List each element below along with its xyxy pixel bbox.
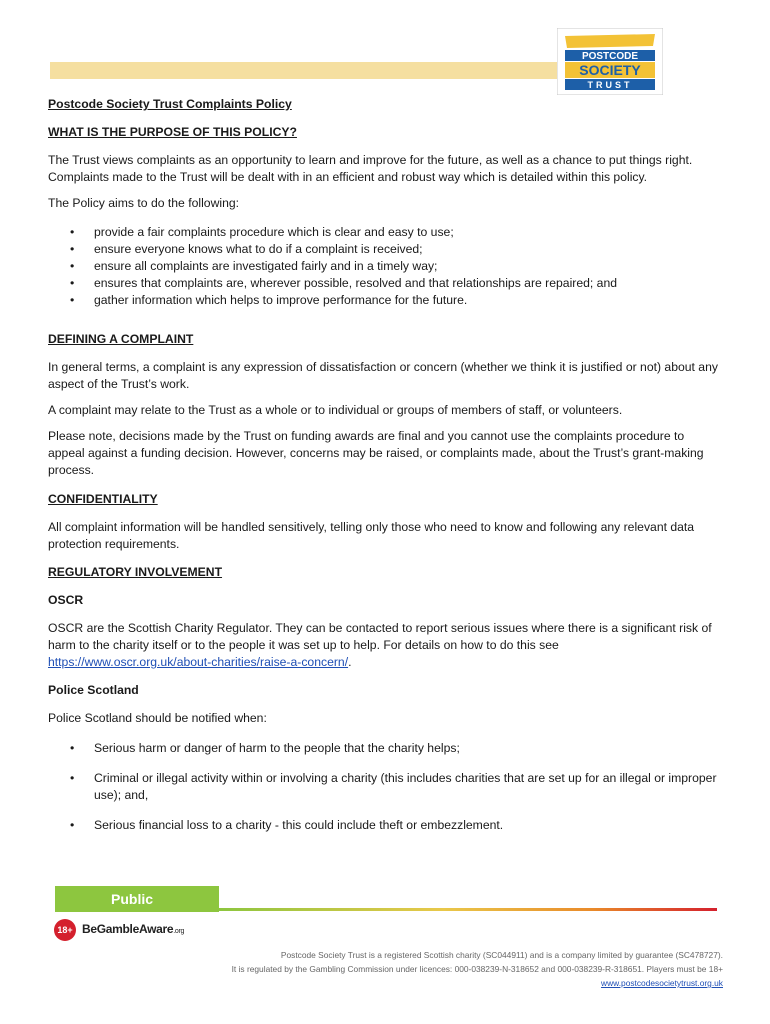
list-item: • ensure everyone knows what to do if a complaint is received; xyxy=(48,241,724,258)
regulatory-heading: REGULATORY INVOLVEMENT xyxy=(48,565,223,579)
postcode-society-trust-logo xyxy=(557,28,663,95)
footer-legal xyxy=(123,948,723,990)
footer-divider xyxy=(219,908,717,911)
begambleaware-text xyxy=(82,922,184,936)
defining-heading: DEFINING A COMPLAINT xyxy=(48,332,194,346)
confidentiality-paragraph: All complaint information will be handled sensitively, telling only those who need to know and following any relevant data protection requirements. xyxy=(48,520,695,551)
list-item: • Serious financial loss to a charity - this could include theft or embezzlement. xyxy=(48,817,724,834)
logo-line3: TRUST xyxy=(587,80,633,90)
oscr-heading: OSCR xyxy=(48,593,84,607)
oscr-raise-concern-link[interactable]: https://www.oscr.org.uk/about-charities/raise-a-concern/ xyxy=(48,655,349,669)
footer-line-1: Postcode Society Trust is a registered Scottish charity (SC044911) and is a company limited by guarantee (SC478727). xyxy=(280,950,723,960)
header-band xyxy=(50,62,558,79)
purpose-bullet-list xyxy=(48,224,724,309)
footer-website-link[interactable]: www.postcodesocietytrust.org.uk xyxy=(601,978,723,988)
oscr-text: OSCR are the Scottish Charity Regulator. They can be contacted to report serious issues where there is a significant risk of harm to the charity itself or to the people it was set up to help. For details on how to do this see xyxy=(48,621,712,652)
oscr-paragraph xyxy=(48,620,724,671)
list-item: • Criminal or illegal activity within or involving a charity (this includes charities that are set up for an illegal or improper use); and, xyxy=(48,770,724,804)
begambleaware-logo xyxy=(54,917,204,943)
bga-suffix: .org xyxy=(173,928,185,935)
purpose-heading: WHAT IS THE PURPOSE OF THIS POLICY? xyxy=(48,125,297,139)
footer-line-2: It is regulated by the Gambling Commission under licences: 000-038239-N-318652 and 000-038239-R-318651. Players must be 18+ xyxy=(231,964,723,974)
purpose-paragraph-1: The Trust views complaints as an opportunity to learn and improve for the future, as well as a chance to put things right. Complaints made to the Trust will be dealt with in an efficient and robust way which is detailed within this policy. xyxy=(48,153,693,184)
classification-label: Public xyxy=(55,886,219,912)
defining-paragraph-1: In general terms, a complaint is any expression of dissatisfaction or concern (whether we think it is justified or not) about any aspect of the Trust’s work. xyxy=(48,360,718,391)
police-paragraph: Police Scotland should be notified when: xyxy=(48,711,267,725)
bga-name: BeGambleAware xyxy=(82,922,174,936)
logo-line1: POSTCODE xyxy=(581,51,639,62)
logo-line2: SOCIETY xyxy=(579,62,641,78)
police-bullet-list xyxy=(48,740,724,834)
confidentiality-heading: CONFIDENTIALITY xyxy=(48,492,158,506)
list-item: • gather information which helps to improve performance for the future. xyxy=(48,292,724,309)
list-item: • ensure all complaints are investigated fairly and in a timely way; xyxy=(48,258,724,275)
police-heading: Police Scotland xyxy=(48,683,139,697)
list-item: • Serious harm or danger of harm to the people that the charity helps; xyxy=(48,740,724,757)
document-title: Postcode Society Trust Complaints Policy xyxy=(48,97,292,111)
list-item: • provide a fair complaints procedure which is clear and easy to use; xyxy=(48,224,724,241)
policy-content xyxy=(48,96,724,847)
purpose-paragraph-2: The Policy aims to do the following: xyxy=(48,196,240,210)
oscr-after: . xyxy=(348,655,352,669)
defining-paragraph-3: Please note, decisions made by the Trust on funding awards are final and you cannot use the complaints procedure to appeal against a funding decision. However, concerns may be raised, or complaints made, about the Trust’s grant-making process. xyxy=(48,429,704,477)
age-18-badge: 18+ xyxy=(54,919,76,941)
defining-paragraph-2: A complaint may relate to the Trust as a whole or to individual or groups of members of staff, or volunteers. xyxy=(48,403,623,417)
list-item: • ensures that complaints are, wherever possible, resolved and that relationships are repaired; and xyxy=(48,275,724,292)
